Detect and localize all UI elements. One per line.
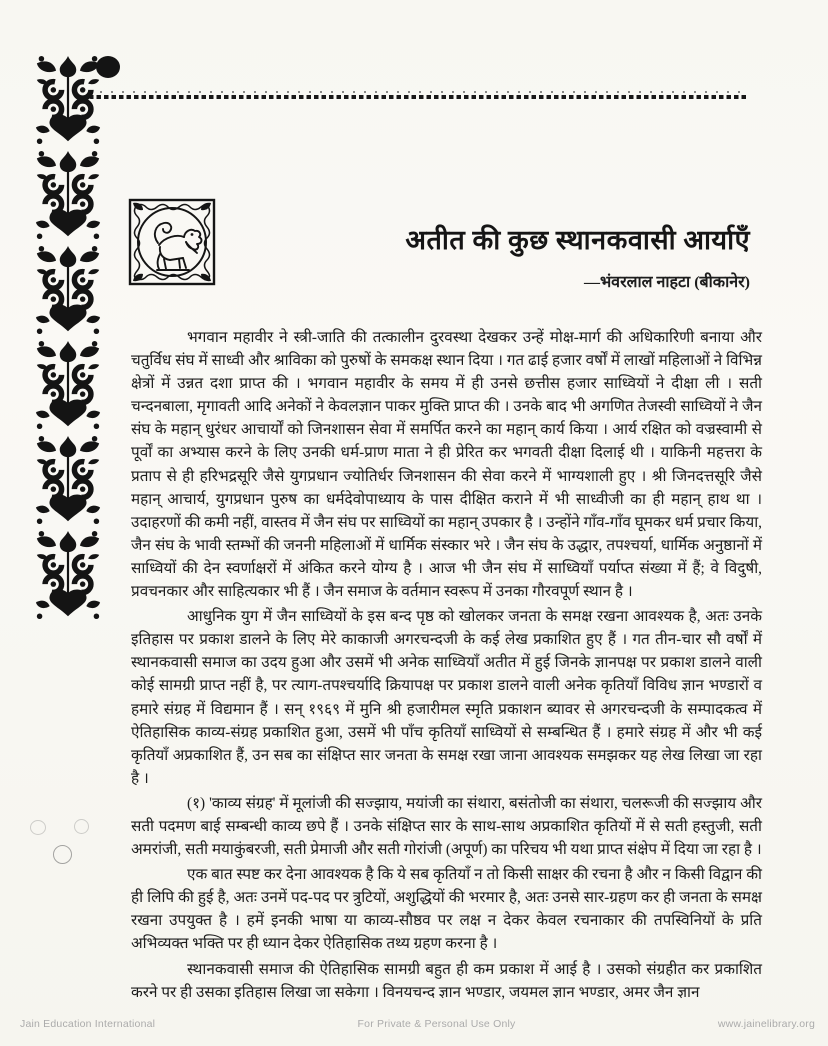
paragraph: आधुनिक युग में जैन साध्वियों के इस बन्द पृष्ठ को खोलकर जनता के समक्ष रखना आवश्यक है, अतः उनके इतिहास पर प्रकाश डालने के लिए मेरे काकाजी अगरचन्दजी के कई लेख प्रकाशित हुए हैं । गत तीन-चार सौ वर्षों में स्थानकवासी समाज का उदय हुआ और उसमें भी अनेक साध्वियाँ अतीत में हुई जिनके ज्ञानपक्ष पर प्रकाश डालने वाली कोई सामग्री प्राप्त नहीं है, पर त्याग-तपश्चर्यादि क्रियापक्ष पर प्रकाश डालने वाली अनेक कृतियाँ विविध ज्ञान भण्डारों व हमारे संग्रह में विद्यमान हैं । सन् १९६९ में मुनि श्री हजारीमल स्मृति प्रकाशन ब्यावर से अगरचन्दजी के सम्पादकत्व में ऐतिहासिक काव्य-संग्रह प्रकाशित हुआ, उसमें भी पाँच कृतियाँ साध्वियों से सम्बन्धित हैं । हमारे संग्रह में और भी कई कृतियाँ अप्रकाशित हैं, उन सब का संक्षिप्त सार जनता के समक्ष रखा जाना आवश्यक समझकर यह लेख लिखा जा रहा है । [131, 608, 762, 787]
stray-circle-mark [74, 819, 89, 834]
paragraph: स्थानकवासी समाज की ऐतिहासिक सामग्री बहुत ही कम प्रकाश में आई है । उसको संग्रहीत कर प्रकाशित करने पर ही उसका इतिहास लिखा जा सकेगा । विनयचन्द ज्ञान भण्डार, जयमल ज्ञान भण्डार, अमर जैन ज्ञान [131, 960, 762, 1001]
damask-ornament-icon [31, 531, 105, 619]
paragraph: (१) 'काव्य संग्रह' में मूलांजी की सज्झाय, मयांजी का संथारा, बसंतोजी का संथारा, चलरूजी की सज्झाय और सती पदमण बाई सम्बन्धी काव्य छपे हैं । उनके संक्षिप्त सार के साथ-साथ अप्रकाशित कृतियों में से सती हस्तुजी, सती अमरांजी, सती मयाकुंबरजी, सती प्रेमाजी और सती गोरांजी (अपूर्ण) का परिचय भी यथा प्राप्त संक्षेप में दिया जा रहा है । [131, 794, 762, 859]
lion-emblem-icon [127, 197, 217, 287]
stray-circle-mark [53, 845, 72, 864]
damask-ornament-icon [31, 151, 105, 239]
damask-ornament-icon [31, 246, 105, 334]
stray-circle-mark [30, 820, 46, 835]
page-title: अतीत की कुछ स्थानकवासी आर्याएँ [405, 225, 750, 255]
footer [0, 1018, 828, 1030]
left-ornament-border [31, 56, 105, 619]
damask-ornament-icon [31, 56, 105, 144]
damask-ornament-icon [31, 341, 105, 429]
paragraph: एक बात स्पष्ट कर देना आवश्यक है कि ये सब कृतियाँ न तो किसी साक्षर की रचना है और न किसी विद्वान की ही लिपि की हुई है, अतः उनमें पद-पद पर त्रुटियों, अशुद्धियों की भरमार है, अतः उनसे सार-ग्रहण कर ही जनता के समक्ष रखना उपयुक्त है । हमें इनकी भाषा या काव्य-सौष्ठव पर लक्ष न देकर केवल रचनाकार की तपस्विनियों के प्रति अभिव्यक्त भक्ति पर ही ध्यान देकर ऐतिहासिक तथ्य ग्रहण करना है । [131, 866, 762, 953]
article-byline: —भंवरलाल नाहटा (बीकानेर) [583, 274, 750, 291]
paragraph: भगवान महावीर ने स्त्री-जाति की तत्कालीन दुरवस्था देखकर उन्हें मोक्ष-मार्ग की अधिकारिणी बनाया और चतुर्विध संघ में साध्वी और श्राविका को पुरुषों के समकक्ष स्थान दिया । गत ढाई हजार वर्षों में लाखों महिलाओं ने विभिन्न क्षेत्रों में उन्नत दशा प्राप्त की । भगवान महावीर के समय में ही उनसे छत्तीस हजार साध्वियों ने दीक्षा ली । सती चन्दनबाला, मृगावती आदि अनेकों ने केवलज्ञान पाकर मुक्ति प्राप्त की । उनके बाद भी अगणित तेजस्वी साध्वियों ने जैन संघ के महान् धुरंधर आचार्यों को जिनशासन सेवा में समर्पित करने का महान् कार्य किया । आर्य रक्षित को वज्रस्वामी से पूर्वों का अभ्यास करने के लिए उनकी धर्म-प्राण माता ने ही प्रेरित कर भगवती दीक्षा दिलाई थी । याकिनी महत्तरा के प्रताप से ही हरिभद्रसूरि जैसे युगप्रधान ज्योतिर्धर जिनशासन की सेवा करने में भाग्यशाली हुए । श्री जिनदत्तसूरि जैसे महान् आचार्य, युगप्रधान पुरुष का धर्मदेवोपाध्याय के पास दीक्षित कराने में भी साध्वीजी का ही महान् हाथ था । उदाहरणों की कमी नहीं, वास्तव में जैन संघ पर साध्वियों का महान् उपकार है । उन्होंने गाँव-गाँव घूमकर धर्म प्रचार किया, जैन संघ के भावी स्तम्भों की जननी महिलाओं में धार्मिक संस्कार भरे । जैन संघ के उद्धार, तपश्चर्या, धार्मिक अनुष्ठानों में साध्वियों की देन स्वर्णाक्षरों में अंकित करने योग्य है । आज भी जैन संघ में साध्वियाँ पर्याप्त संख्या में हैं; वे विदुषी, प्रवचनकार और साहित्यकार भी हैं । जैन समाज के वर्तमान स्वरूप में उनका गौरवपूर्ण स्थान है । [131, 329, 762, 601]
footer-left-text: Jain Education International [20, 1018, 156, 1030]
article-body [131, 326, 762, 1006]
dotted-rule-icon [89, 91, 748, 101]
title-block [405, 220, 750, 292]
footer-right-text: www.jainelibrary.org [717, 1018, 815, 1030]
footer-center-text: For Private & Personal Use Only [357, 1018, 516, 1030]
damask-ornament-icon [31, 436, 105, 524]
